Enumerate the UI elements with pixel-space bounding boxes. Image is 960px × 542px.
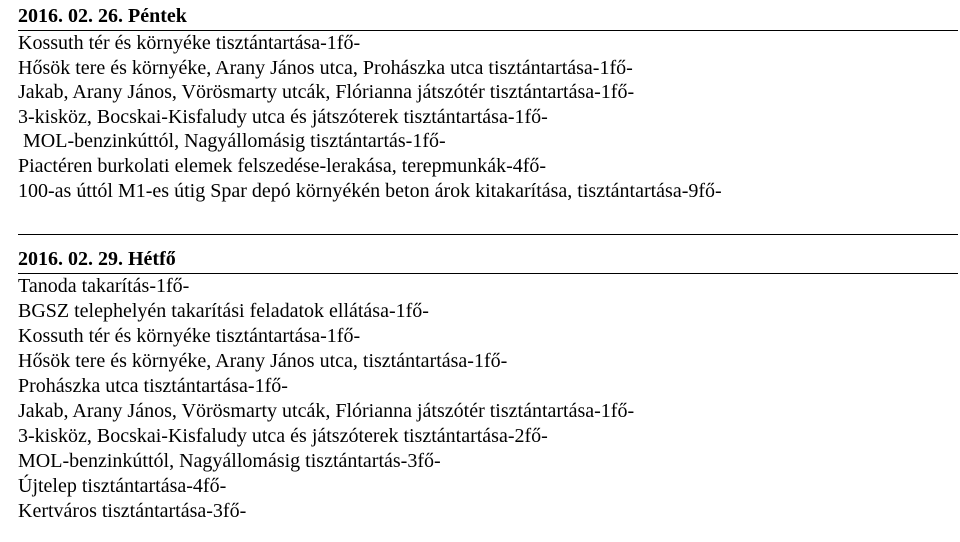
section-divider [18,234,958,235]
day-section-2016-02-26 [18,4,960,203]
task-line: Tanoda takarítás-1fő- [18,275,190,297]
task-line: Hősök tere és környéke, Arany János utca, Prohászka utca tisztántartása-1fő- [18,56,633,79]
task-line: 3-kisköz, Bocskai-Kisfaludy utca és játszóterek tisztántartása-2fő- [18,425,548,447]
task-line: 3-kisköz, Bocskai-Kisfaludy utca és játszóterek tisztántartása-1fő- [18,105,548,128]
task-line: Hősök tere és környéke, Arany János utca, tisztántartása-1fő- [18,350,508,372]
task-line: BGSZ telephelyén takarítási feladatok ellátása-1fő- [18,300,429,322]
task-line: MOL-benzinkúttól, Nagyállomásig tisztántartás-3fő- [18,450,441,472]
task-line: Prohászka utca tisztántartása-1fő- [18,375,288,397]
task-line: Kertváros tisztántartása-3fő- [18,500,247,522]
task-line: Piactéren burkolati elemek felszedése-lerakása, terepmunkák-4fő- [18,154,547,177]
task-line: Újtelep tisztántartása-4fő- [18,475,227,497]
day-header: 2016. 02. 29. Hétfő [18,247,958,274]
day-header: 2016. 02. 26. Péntek [18,4,958,31]
task-line: Jakab, Arany János, Vörösmarty utcák, Flórianna játszótér tisztántartása-1fő- [18,400,635,422]
task-line: Kossuth tér és környéke tisztántartása-1fő- [18,325,361,347]
task-line: Kossuth tér és környéke tisztántartása-1fő- [18,32,361,54]
task-line: MOL-benzinkúttól, Nagyállomásig tisztántartás-1fő- [18,130,446,153]
day-section-2016-02-29 [18,247,960,524]
task-line: Jakab, Arany János, Vörösmarty utcák, Flórianna játszótér tisztántartása-1fő- [18,81,635,104]
task-line: 100-as úttól M1-es útig Spar depó környékén beton árok kitakarítása, tisztántartása-9fő- [18,179,722,202]
